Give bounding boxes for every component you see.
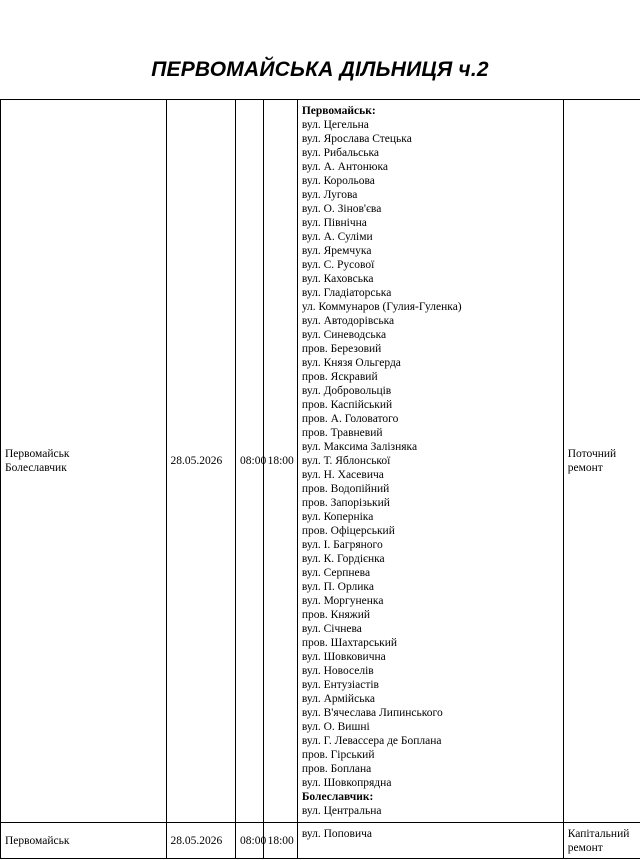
work-type-cell (563, 823, 640, 859)
street-item: вул. Г. Левассера де Боплана (301, 735, 442, 747)
start-time-cell: 08:00 (236, 100, 264, 823)
location-line: Первомайськ (5, 834, 70, 847)
street-item: пров. Княжий (301, 609, 371, 621)
street-item: пров. Боплана (301, 763, 372, 775)
start-time-cell: 08:00 (236, 823, 264, 859)
location-line: Болеславчик (5, 462, 67, 474)
street-item: вул. Автодорівська (301, 315, 395, 327)
street-item: вул. Шовкопрядна (301, 777, 392, 789)
street-item: вул. Корольова (301, 175, 375, 187)
street-item: пров. Гірський (301, 749, 375, 761)
street-item: пров. А. Головатого (301, 413, 399, 425)
end-time-cell: 18:00 (263, 100, 297, 823)
street-item: вул. Шовковична (301, 651, 386, 663)
street-item: вул. О. Вишні (301, 721, 370, 733)
street-item: пров. Яскравий (301, 371, 378, 383)
street-item: вул. Т. Яблонської (301, 455, 391, 467)
street-item: вул. Ентузіастів (301, 679, 379, 691)
date-cell: 28.05.2026 (166, 100, 236, 823)
street-item: вул. Гладіаторська (301, 287, 392, 299)
street-item: вул. Серпнева (301, 567, 371, 579)
street-item: вул. Моргуненка (301, 595, 384, 607)
street-item: вул. Князя Ольгерда (301, 357, 401, 369)
work-type-line: Капітальний (567, 827, 630, 840)
work-type-line: Поточний (567, 448, 617, 460)
street-item: вул. Північна (301, 217, 367, 229)
street-item: вул. О. Зінов'єва (301, 203, 382, 215)
street-item: пров. Шахтарський (301, 637, 398, 649)
street-item: вул. Січнева (301, 623, 362, 635)
street-item: пров. Водопійний (301, 483, 390, 495)
street-item: вул. Ярослава Стецька (301, 133, 412, 145)
street-item: вул. С. Русової (301, 259, 375, 271)
street-item: вул. Рибальська (301, 147, 380, 159)
street-item: ул. Коммунаров (Гулия-Гуленка) (301, 301, 462, 313)
street-item: вул. Новоселів (301, 665, 374, 677)
street-item: вул. К. Гордієнка (301, 553, 385, 565)
streets-cell (297, 100, 563, 823)
outage-schedule-table (0, 99, 640, 859)
date-cell: 28.05.2026 (166, 823, 236, 859)
table-row (1, 100, 640, 823)
street-item: вул. І. Багряного (301, 539, 383, 551)
street-item: вул. Каховська (301, 273, 374, 285)
street-item: пров. Офіцерський (301, 525, 395, 537)
location-cell (1, 100, 167, 823)
street-item: вул. Синеводська (301, 329, 387, 341)
street-item: вул. Поповича (301, 828, 373, 840)
street-item: вул. В'ячеслава Липинського (301, 707, 443, 719)
street-item: вул. Добровольців (301, 385, 392, 397)
street-item: пров. Травневий (301, 427, 383, 439)
settlement-heading: Болеславчик: (301, 791, 374, 803)
streets-cell (297, 823, 563, 859)
street-item: вул. Н. Хасевича (301, 469, 384, 481)
location-cell (1, 823, 167, 859)
street-item: вул. Армійська (301, 693, 375, 705)
street-item: вул. Центральна (301, 805, 382, 817)
street-item: вул. Цегельна (301, 119, 369, 131)
work-type-line: ремонт (567, 841, 603, 854)
street-item: вул. Максима Залізняка (301, 441, 418, 453)
street-item: вул. П. Орлика (301, 581, 374, 593)
work-type-cell (563, 100, 640, 823)
location-line: Первомайськ (5, 448, 70, 460)
street-item: вул. А. Антонюка (301, 161, 388, 173)
page-title: ПЕРВОМАЙСЬКА ДІЛЬНИЦЯ ч.2 (151, 58, 489, 81)
settlement-heading: Первомайськ: (301, 105, 376, 117)
work-type-line: ремонт (567, 462, 603, 474)
table-row (1, 823, 640, 859)
street-item: вул. Лугова (301, 189, 358, 201)
street-item: пров. Березовий (301, 343, 382, 355)
street-item: вул. А. Суліми (301, 231, 373, 243)
street-item: вул. Яремчука (301, 245, 372, 257)
table-body (1, 100, 640, 859)
street-item: пров. Каспійський (301, 399, 393, 411)
end-time-cell: 18:00 (263, 823, 297, 859)
street-item: вул. Коперніка (301, 511, 374, 523)
street-item: пров. Запорізький (301, 497, 390, 509)
